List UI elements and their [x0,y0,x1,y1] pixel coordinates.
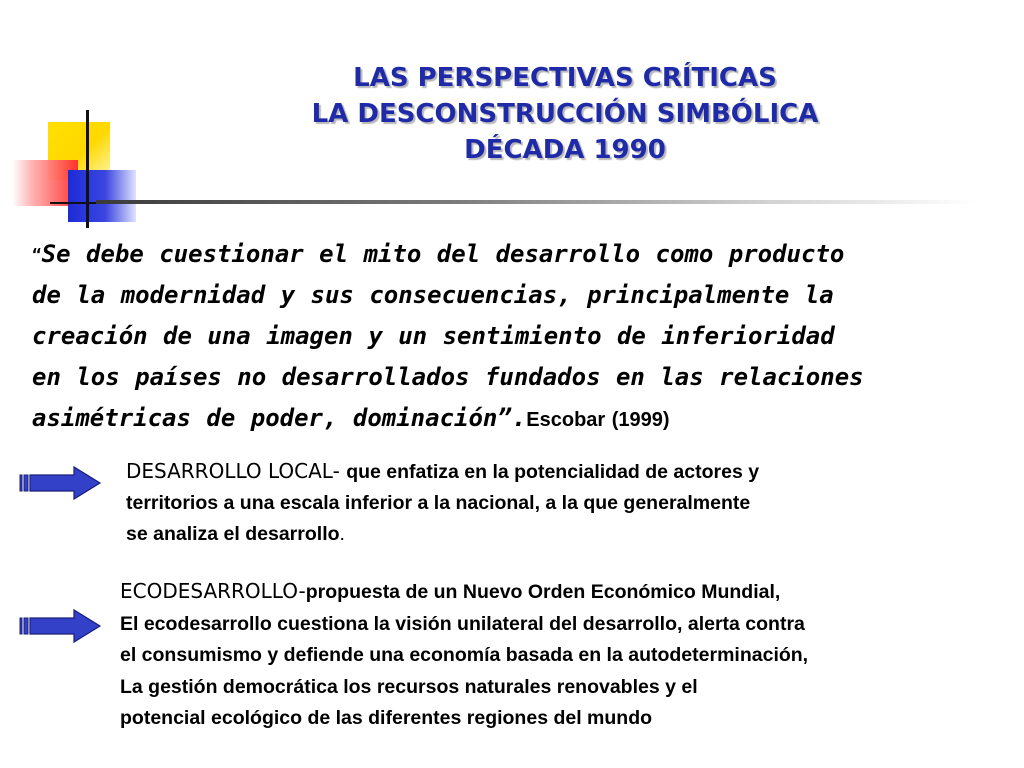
desarrollo-local-period: . [339,523,345,545]
desarrollo-local-block [126,456,1006,550]
desarrollo-local-line-2: territorios a una escala inferior a la nacional, a la que generalmente [126,492,751,514]
quote-line-3: creación de una imagen y un sentimiento de inferioridad [32,322,835,350]
ecodesarrollo-line-5: potencial ecológico de las diferentes regiones del mundo [120,707,653,729]
right-arrow-icon [18,465,102,501]
logo-vertical-line [86,110,89,228]
decorative-logo [0,100,160,230]
blue-square [68,170,136,222]
escobar-quote [32,234,992,441]
quote-text-5: asimétricas de poder, dominación”. [32,404,527,432]
ecodesarrollo-line-3: el consumismo y defiende una economía basada en la autodeterminación, [120,644,809,666]
ecodesarrollo-term: ECODESARROLLO- [120,579,306,603]
ecodesarrollo-block [120,576,1020,735]
quote-line-4: en los países no desarrollados fundados en las relaciones [32,363,864,391]
slide-title [200,60,930,168]
desarrollo-local-text-3: se analiza el desarrollo [126,523,340,545]
ecodesarrollo-text-1: propuesta de un Nuevo Orden Económico Mundial, [305,581,781,603]
open-quote-mark: “ [32,245,42,264]
title-line-2: LA DESCONSTRUCCIÓN SIMBÓLICA [311,99,819,129]
quote-author: Escobar (1999) [526,409,670,431]
quote-line-1 [32,234,992,275]
title-divider [96,200,976,204]
desarrollo-local-line-3 [126,519,1006,550]
desarrollo-local-term: DESARROLLO LOCAL- [126,459,347,483]
right-arrow-icon [18,608,102,644]
ecodesarrollo-line-2: El ecodesarrollo cuestiona la visión unilateral del desarrollo, alerta contra [120,612,805,635]
desarrollo-local-text-1: que enfatiza en la potencialidad de actores y [346,461,760,483]
ecodesarrollo-line-1 [120,576,1020,609]
title-line-1: LAS PERSPECTIVAS CRÍTICAS [353,63,777,93]
quote-line-2: de la modernidad y sus consecuencias, principalmente la [32,281,834,309]
desarrollo-local-line-1 [126,456,1006,488]
quote-text-1: Se debe cuestionar el mito del desarrollo como producto [41,240,845,268]
title-line-3: DÉCADA 1990 [464,135,666,165]
quote-line-5 [32,398,992,441]
ecodesarrollo-line-4: La gestión democrática los recursos naturales renovables y el [120,675,698,698]
